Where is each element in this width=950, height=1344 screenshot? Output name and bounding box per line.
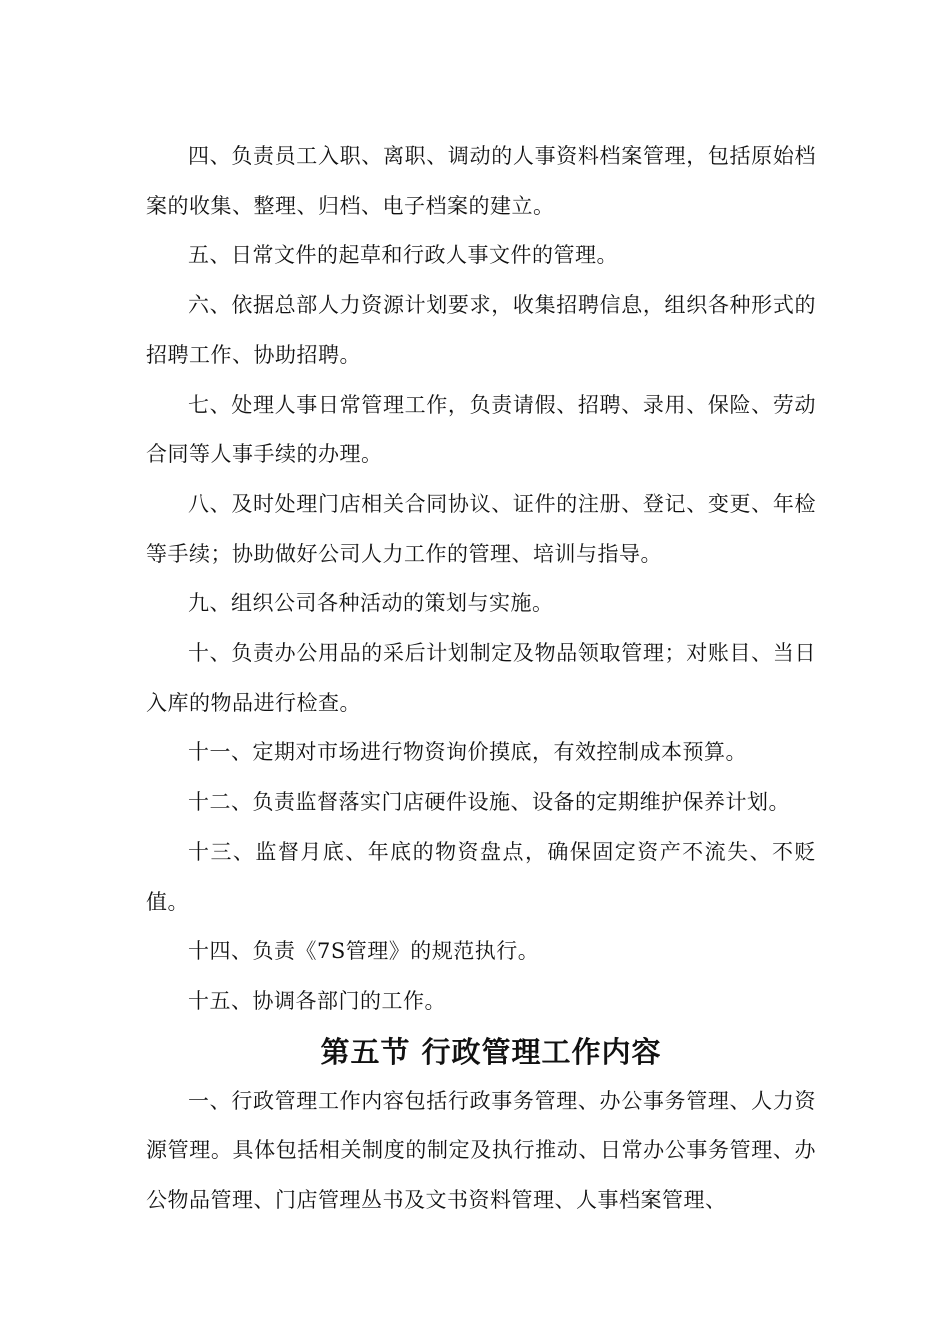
paragraph-item-5: 五、日常文件的起草和行政人事文件的管理。 — [188, 243, 618, 268]
paragraph-item-6: 六、依据总部人力资源计划要求，收集招聘信息，组织各种形式的招聘工作、协助招聘。 — [146, 293, 816, 367]
paragraph-item-7: 七、处理人事日常管理工作，负责请假、招聘、录用、保险、劳动合同等人事手续的办理。 — [146, 392, 816, 467]
paragraph-item-9: 九、组织公司各种活动的策划与实施。 — [188, 591, 554, 616]
paragraph-item-12: 十二、负责监督落实门店硬件设施、设备的定期维护保养计划。 — [188, 790, 790, 815]
document-body — [146, 132, 816, 1226]
paragraph-item-8: 八、及时处理门店相关合同协议、证件的注册、登记、变更、年检等手续；协助做好公司人力工作的管理、培训与指导。 — [146, 491, 816, 566]
paragraph-item-11: 十一、定期对市场进行物资询价摸底，有效控制成本预算。 — [188, 740, 747, 765]
paragraph-item-4: 四、负责员工入职、离职、调动的人事资料档案管理，包括原始档案的收集、整理、归档、电子档案的建立。 — [146, 144, 816, 218]
section-heading: 第五节 行政管理工作内容 — [320, 1034, 662, 1069]
paragraph-item-10: 十、负责办公用品的采后计划制定及物品领取管理；对账目、当日入库的物品进行检查。 — [146, 641, 816, 715]
paragraph-item-13: 十三、监督月底、年底的物资盘点，确保固定资产不流失、不贬值。 — [146, 839, 816, 914]
paragraph-section5-item-1: 一、行政管理工作内容包括行政事务管理、办公事务管理、人力资源管理。具体包括相关制度的制定及执行推动、日常办公事务管理、办公物品管理、门店管理丛书及文书资料管理、人事档案管理、 — [146, 1088, 816, 1213]
paragraph-item-14: 十四、负责《7S管理》的规范执行。 — [188, 939, 540, 964]
paragraph-item-15: 十五、协调各部门的工作。 — [188, 988, 446, 1013]
